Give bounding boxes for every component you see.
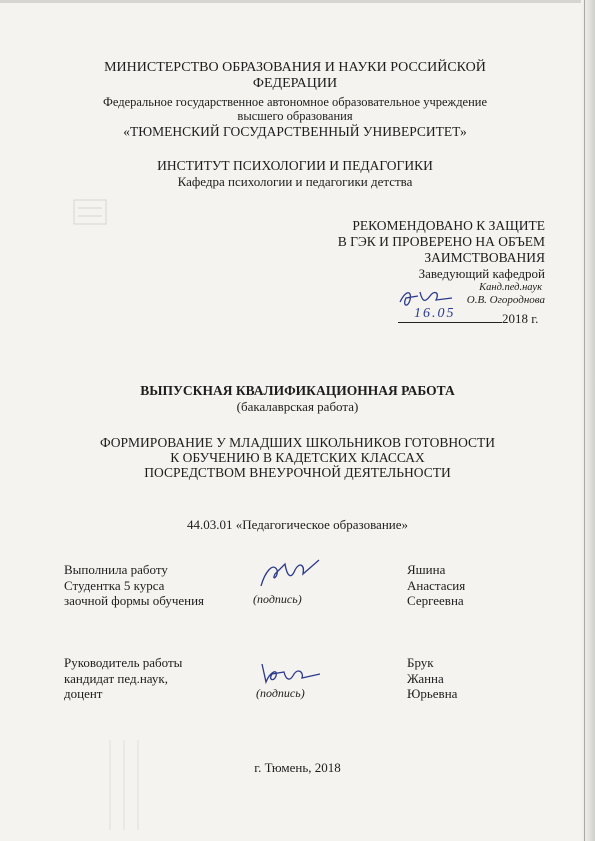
student-signature-label: (подпись) [253, 592, 302, 606]
department-name: Кафедра психологии и педагогики детства [177, 174, 413, 189]
work-title: ВЫПУСКНАЯ КВАЛИФИКАЦИОННАЯ РАБОТА [140, 383, 455, 398]
supervisor-name [407, 655, 457, 702]
approval-line-1: РЕКОМЕНДОВАНО К ЗАЩИТЕ [352, 218, 545, 233]
supervisor-role [64, 655, 182, 702]
date-underline [398, 322, 502, 323]
federal-line-1: Федеральное государственное автономное образовательное учреждение [102, 95, 488, 109]
scan-top-edge [0, 0, 595, 3]
city-year: г. Тюмень, 2018 [254, 760, 341, 775]
supervisor-signature [258, 660, 328, 688]
student-name [407, 562, 465, 609]
student-role [64, 562, 204, 609]
work-topic [70, 435, 525, 480]
student-role-line-1: Выполнила работу [64, 562, 168, 577]
faint-bleedthrough-mark [100, 740, 160, 830]
head-of-department-name: О.В. Огороднова [466, 294, 545, 306]
approval-line-3: ЗАИМСТВОВАНИЯ [424, 250, 545, 265]
federal-institution [60, 95, 530, 123]
supervisor-first-name: Жанна [407, 670, 444, 686]
student-role-line-3: заочной формы обучения [64, 593, 205, 608]
student-first-name: Анастасия [407, 577, 466, 593]
head-academic-degree: Канд.пед.наук [479, 282, 542, 293]
supervisor-role-line-3: доцент [64, 686, 103, 701]
program-code: 44.03.01 «Педагогическое образование» [186, 517, 409, 532]
institute-name: ИНСТИТУТ ПСИХОЛОГИИ И ПЕДАГОГИКИ [157, 158, 433, 173]
work-type: (бакалаврская работа) [236, 399, 359, 414]
supervisor-role-line-1: Руководитель работы [64, 655, 183, 670]
supervisor-signature-label: (подпись) [256, 686, 305, 700]
topic-line-1: ФОРМИРОВАНИЕ У МЛАДШИХ ШКОЛЬНИКОВ ГОТОВНОСТИ [99, 435, 496, 450]
student-surname: Яшина [407, 562, 446, 577]
supervisor-surname: Брук [407, 655, 434, 670]
faint-stamp-mark [72, 198, 108, 226]
supervisor-role-line-2: кандидат пед.наук, [64, 670, 168, 686]
student-patronymic: Сергеевна [407, 593, 464, 608]
topic-line-3: ПОСРЕДСТВОМ ВНЕУРОЧНОЙ ДЕЯТЕЛЬНОСТИ [144, 465, 451, 480]
head-of-department-label: Заведующий кафедрой [418, 266, 545, 281]
ministry-line-1: МИНИСТЕРСТВО ОБРАЗОВАНИЯ И НАУКИ РОССИЙСКОЙ [104, 60, 486, 75]
supervisor-patronymic: Юрьевна [407, 686, 458, 701]
ministry-line-2: ФЕДЕРАЦИИ [252, 76, 338, 91]
approval-statement [290, 218, 545, 266]
student-role-line-2: Студентка 5 курса [64, 577, 165, 593]
approval-year: 2018 г. [502, 311, 539, 326]
university-name: «ТЮМЕНСКИЙ ГОСУДАРСТВЕННЫЙ УНИВЕРСИТЕТ» [123, 124, 467, 139]
approval-date-handwritten: 16.05 [414, 306, 456, 321]
approval-line-2: В ГЭК И ПРОВЕРЕНО НА ОБЪЕМ [337, 234, 545, 249]
scan-edge-line [584, 0, 585, 841]
ministry-heading [85, 60, 505, 92]
student-signature [255, 556, 325, 592]
topic-line-2: К ОБУЧЕНИЮ В КАДЕТСКИХ КЛАССАХ [170, 450, 425, 465]
federal-line-2: высшего образования [237, 109, 353, 123]
